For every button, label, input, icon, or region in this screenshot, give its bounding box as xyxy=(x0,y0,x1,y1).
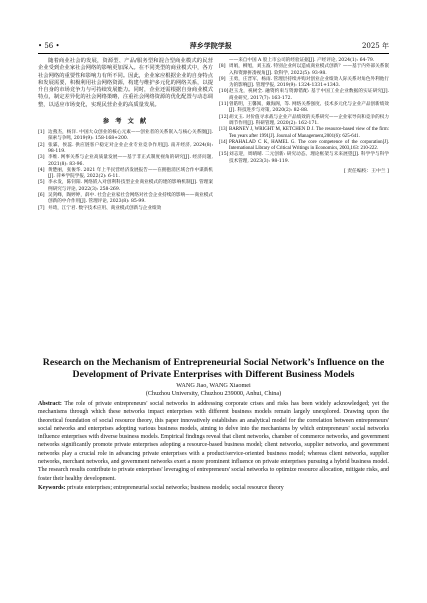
reference-text: ——来自中国 A 股上市公司的经验证据[J]. 产经评论, 2024(1): 64-79. xyxy=(229,58,375,63)
abstract-text: The role of private entrepreneurs' social networks in addressing corporate crises and risks has been widely acknowledged; yet the mechanisms through which these networks impact enterprises with different business models remain largely unexplored. Drawing upon the theoretical foundation of social resource theory, this paper innovatively establishes an analytical model for the correlation between entrepreneurs' social networks and enterprises adopting various business models, aiming to delve into the mechanisms by which entrepreneurs' social networks influence enterprises with diverse business models. Empirical findings reveal that client networks, chamber of commerce networks, and government networks significantly promote private enterprises adopting a resource-based business model; client networks, supplier networks, and government networks play a crucial role in advancing private enterprises with a product/service-oriented business model; whereas client networks, supplier networks, merchant networks, and government networks exert a more prominent influence on private enterprises pursuing a hybrid business model. The research results contribute to private enterprises' leveraging of entrepreneurs' social networks to optimize resource allocation, mitigate risks, and foster their healthy development. xyxy=(38,401,389,482)
reference-text: 刘志迎，周晴晴. 二元创新: 研究动态、理论框架与未来展望[J]. 科学学与科学技术管理, 2023(3): 98-119. xyxy=(229,152,389,164)
reference-number: [13] xyxy=(219,127,228,133)
reference-text: 吴剑峰，陶婷婷，薛中. 社会企业家社会网络对社会企业持续的影响——商业模式创新的中介作用[J]. 管理评论, 2023(8): 85-99. xyxy=(48,193,213,205)
reference-text: 井琦，江宁君. 数字技术应用、商业模式创新与企业绩效 xyxy=(48,205,162,211)
english-affiliation: (Chuzhou University, Chuzhou 239000, Anhui, China) xyxy=(145,390,282,397)
reference-item xyxy=(38,206,213,212)
reference-number: [3] xyxy=(38,155,45,161)
reference-number: [9] xyxy=(219,76,226,82)
reference-number: [12] xyxy=(219,114,229,120)
editor-note: [ 责任编校：王中兰 ] xyxy=(343,169,389,175)
reference-item xyxy=(38,180,213,193)
right-column xyxy=(219,58,389,174)
reference-text: BARNEY J, WRIGHT M, KETCHEN D J. The resource-based view of the firm: Ten years after 1991[J]. Journal of Management,2001(6): 625-641. xyxy=(229,127,389,139)
publication-year: 2025 年 xyxy=(361,42,389,50)
references-heading: 参 考 文 献 xyxy=(102,118,149,126)
reference-item xyxy=(38,168,213,181)
body-paragraph: 随着商业社会的发展，资源型、产品/服务型和混合型商业模式的民营企业受到企业家社会网络的影响更加深入。在不同类型的商业模式中，各方社会网络的重要性和影响力有所不同。因此，企业家应根据企业的自身特点和发展需要，积极利用社会网络资源，构建与维护多元化的网络关系，以提升自身的市场竞争力与可持续发展能力。同时，企业还需根据自身商业模式特点，制定差异化的社会网络策略，注重社会网络资源的优化配置与动态调整，以适应市场变化，实现民营企业的高质量发展。 xyxy=(38,58,213,108)
journal-name: 萍乡学院学报 xyxy=(189,41,232,50)
reference-number: [11] xyxy=(219,102,229,108)
header-rule xyxy=(38,53,389,54)
reference-item xyxy=(219,152,389,165)
reference-item xyxy=(38,155,213,168)
reference-item xyxy=(219,115,389,128)
english-keywords xyxy=(38,484,389,492)
left-column xyxy=(38,58,213,212)
reference-item xyxy=(219,102,389,115)
reference-list-right xyxy=(219,58,389,165)
reference-item xyxy=(219,77,389,90)
page-header xyxy=(38,40,389,52)
reference-number: [4] xyxy=(38,167,45,173)
reference-number: [14] xyxy=(219,139,228,145)
abstract-label: Abstract: xyxy=(38,401,62,407)
reference-text: 胡文玉. 对价值寻求战与企业产品绩效的关系研究——企业家导向和竞争的权力调节作用[J]. 科研管理, 2020(2): 162-171. xyxy=(229,114,389,126)
reference-number: [6] xyxy=(38,193,45,199)
reference-list-left xyxy=(38,130,213,212)
reference-text: 李维. 网事关系与企业高质量发展——基于非正式制度视角的研究[J]. 经济问题, 2021(8): 83-96. xyxy=(48,155,213,167)
english-abstract-section xyxy=(38,357,389,492)
page-number: • 56 • xyxy=(38,42,60,50)
reference-text: 黄楚丽，张俊华. 2021 年上半民营经济发展报告——在拥抱消区域合作中谋新机[J]. 萍乡学院学报, 2022(2): 6-11. xyxy=(48,167,213,180)
reference-number: [5] xyxy=(38,180,45,186)
reference-text: 边燕杰，杨洋. 中国大众创业的核心元素——创业者的关系嵌入与核心关系圈[J]. 探索与争鸣, 2019(9): 158-168+200. xyxy=(48,130,213,142)
keywords-label: Keywords: xyxy=(38,484,66,491)
reference-text: 王勇，庄晋军，杨雨. 管理层持续并购对创业企业绩效人际关系对角色外利他行为的影响[J]. 管理学报, 2019(9): 1324-1331+1343. xyxy=(229,76,389,89)
reference-number: [15] xyxy=(219,152,229,158)
reference-number: [1] xyxy=(38,130,45,136)
reference-text: 赵玉龙，祝树全. 融资约束与资源错配: 基于中国工业企业数据的实证研究[J]. 商业研究, 2017(7): 163-172. xyxy=(229,89,389,101)
reference-item xyxy=(38,143,213,156)
reference-text: 曾皓明，王馨阅，戴海阁，等. 网络关系强度、技术多元化与企业产品创新绩效[J]. 科技进步与对策, 2020(2): 82-88. xyxy=(229,102,389,114)
reference-text: 张霖，侯蕊. 供应链客户稳定对企业企业专业竞争作用[J]. 南开经济, 2024(8): 98-119. xyxy=(48,142,213,154)
reference-text: 周娟，柳旭，刘玉波. 特别企业何以造成商业模式创新？——基于内外部关系嵌入和资源拼凑视角[J]. 软科学, 2022(5): 93-98. xyxy=(229,64,389,76)
reference-text: PRAHALAD C K, HAMEL G. The core competence of the corporation[J]. International Library of Critical Writings in Economics, 2003,163: 210-222. xyxy=(229,139,389,152)
english-authors: WANG Jiao, WANG Xiaomei xyxy=(176,382,251,389)
reference-item xyxy=(38,130,213,143)
english-title: Research on the Mechanism of Entrepreneurial Social Network’s Influence on the Development of Private Enterprises with Different Business Models xyxy=(42,357,385,380)
reference-number: [2] xyxy=(38,142,45,148)
reference-item xyxy=(38,193,213,206)
reference-number: [8] xyxy=(219,64,226,70)
english-abstract xyxy=(38,400,389,483)
reference-item xyxy=(219,140,389,153)
reference-text: 李永发，陈钊阳. 网络嵌入对创利科技型企业商业模式的建的影响机制[J]. 管理案例研究与评论, 2022(3): 258-269. xyxy=(48,180,213,192)
reference-item xyxy=(219,89,389,102)
reference-item xyxy=(219,127,389,140)
keywords-text: private enterprises; entrepreneurial social networks; business models; social resource theory xyxy=(66,484,284,491)
reference-item xyxy=(219,64,389,77)
reference-number: [10] xyxy=(219,89,229,95)
reference-number: [7] xyxy=(38,205,45,211)
